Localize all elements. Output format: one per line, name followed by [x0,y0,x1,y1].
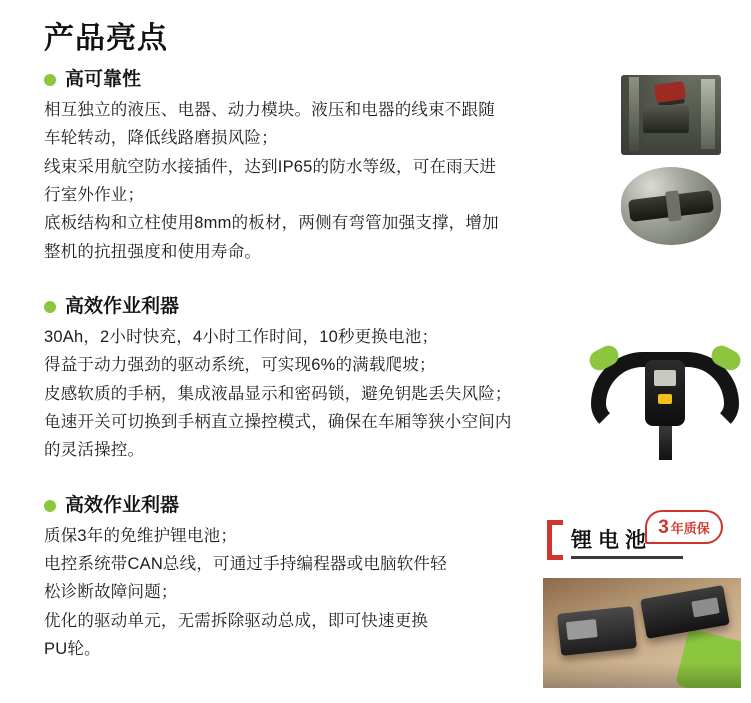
bullet-icon [44,301,56,313]
section-title: 高效作业利器 [65,494,180,516]
battery-badge [547,516,727,564]
body-line: 电控系统带CAN总线，可通过手持编程器或电脑软件轻 [44,554,447,573]
bullet-icon [44,74,56,86]
body-line: PU轮。 [44,640,101,659]
body-line: 优化的驱动单元，无需拆除驱动总成，即可快速更换 [44,611,429,630]
body-line: 质保3年的免维护锂电池； [44,526,238,545]
warranty-text: 年质保 [670,520,710,536]
body-line: 整机的抗扭强度和使用寿命。 [44,242,262,261]
page-title: 产品亮点 [44,22,168,55]
bullet-icon [44,500,56,512]
section-title: 高可靠性 [65,69,142,90]
warranty-seal [645,510,723,544]
waterproof-connector-photo [621,167,721,245]
battery-label: 锂电池 [571,529,652,552]
warranty-number: 3 [658,516,669,538]
section-header [44,495,721,518]
body-line: 底板结构和立柱使用8mm的板材，两侧有弯管加强支撑，增加 [44,214,499,233]
section-body [44,323,604,465]
battery-bracket-icon [547,520,563,560]
body-line: 行室外作业； [44,185,145,204]
body-line: 皮感软质的手柄，集成液晶显示和密码锁，避免钥匙丢失风险； [44,384,512,403]
battery-underline [571,556,683,559]
tiller-handle-photo [585,330,745,460]
controller-boards-photo [543,578,741,688]
body-line: 线束采用航空防水接插件，达到IP65的防水等级，可在雨天进 [44,157,497,176]
section-header [44,296,721,319]
body-line: 的灵活操控。 [44,441,145,460]
body-line: 车轮转动，降低线路磨损风险； [44,129,278,148]
section-title: 高效作业利器 [65,296,180,318]
body-line: 相互独立的液压、电器、动力模块。液压和电器的线束不跟随 [44,100,495,119]
section-body [44,96,574,266]
body-line: 30Ah，2小时快充，4小时工作时间，10秒更换电池； [44,327,439,346]
body-line: 龟速开关可切换到手柄直立操控模式，确保在车厢等狭小空间内 [44,412,512,431]
section-header [44,69,721,92]
body-line: 得益于动力强劲的驱动系统，可实现6%的满载爬坡； [44,356,436,375]
section-reliability [44,69,721,266]
hydraulic-module-photo [621,75,721,155]
body-line: 松诊断故障问题； [44,583,178,602]
section-body [44,522,514,664]
